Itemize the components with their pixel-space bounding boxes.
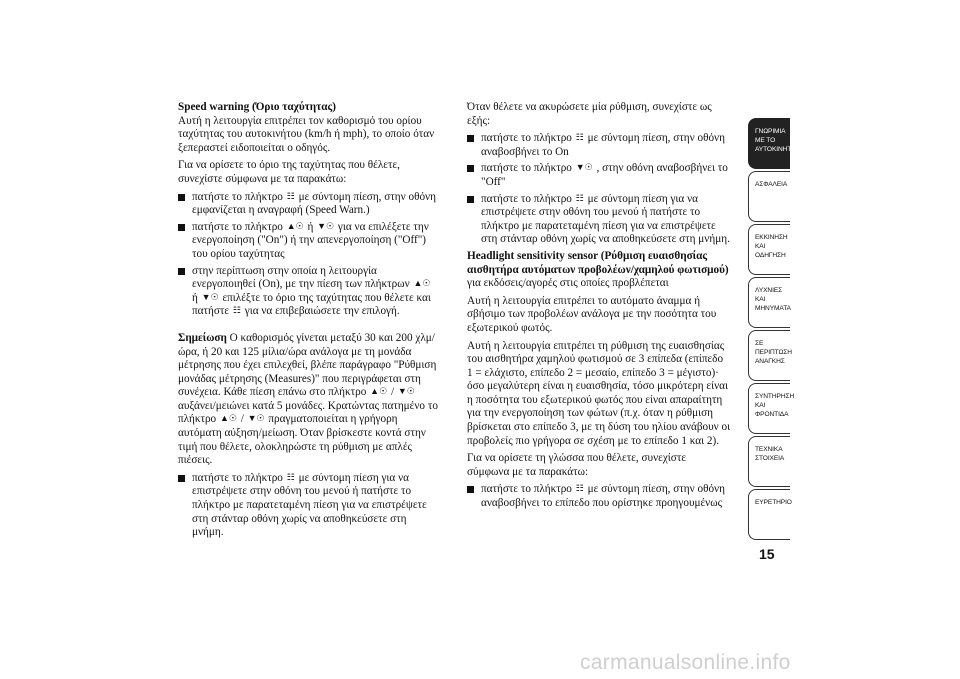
list-item: πατήστε το πλήκτρο ☷ με σύντομη πίεση, στην οθόνη αναβοσβήνει το On bbox=[467, 132, 731, 159]
tab-getting-to-know[interactable]: ΓΝΩΡΙΜΙΑ ΜΕ ΤΟ ΑΥΤΟΚΙΝΗΤΟ bbox=[748, 118, 790, 169]
bullet-square-icon bbox=[178, 268, 185, 275]
up-button-icon: ▲☉ bbox=[219, 413, 237, 424]
page-number: 15 bbox=[759, 546, 775, 562]
down-button-icon: ▼☉ bbox=[397, 386, 415, 397]
speed-warning-title: Speed warning (Όριο ταχύτητας) bbox=[178, 101, 336, 113]
list-item: στην περίπτωση στην οποία η λειτουργία ενεργοποιηθεί (On), με την πίεση των πλήκτρων ▲☉ ή ▼☉ επιλέξτε το όριο της ταχύτητας που θέλετε και πατήστε ☷ για να επιβεβαιώσετε την επιλογή. bbox=[178, 265, 440, 319]
down-button-icon: ▼☉ bbox=[575, 162, 593, 173]
down-button-icon: ▼☉ bbox=[247, 413, 265, 424]
headlight-sensor-heading: Headlight sensitivity sensor (Ρύθμιση ευαισθησίας αισθητήρα αυτόματων προβολέων/χαμηλού φωτισμού) για εκδόσεις/αγορές στις οποίες προβλέπεται bbox=[467, 249, 729, 290]
list-item: πατήστε το πλήκτρο ▲☉ ή ▼☉ για να επιλέξετε την ενεργοποίηση ("On") ή την απενεργοποίηση ("Off") του ορίου ταχύτητας bbox=[178, 221, 440, 262]
menu-button-icon: ☷ bbox=[232, 305, 241, 316]
tab-index[interactable]: ΕΥΡΕΤΗΡΙΟ bbox=[748, 489, 790, 540]
menu-button-icon: ☷ bbox=[286, 471, 295, 482]
down-button-icon: ▼☉ bbox=[201, 291, 219, 302]
down-button-icon: ▼☉ bbox=[317, 220, 335, 231]
tab-emergency[interactable]: ΣΕ ΠΕΡΙΠΤΩΣΗ ΑΝΑΓΚΗΣ bbox=[748, 330, 790, 381]
list-item: πατήστε το πλήκτρο ☷ με σύντομη πίεση, στην οθόνη εμφανίζεται η αναγραφή (Speed Warn.) bbox=[178, 191, 440, 218]
list-item: πατήστε το πλήκτρο ☷ με σύντομη πίεση, στην οθόνη αναβοσβήνει το επίπεδο που ορίστηκε προηγουμένως bbox=[467, 483, 731, 510]
menu-button-icon: ☷ bbox=[575, 132, 584, 143]
right-column bbox=[467, 101, 731, 514]
tab-maintenance[interactable]: ΣΥΝΤΗΡΗΣΗ ΚΑΙ ΦΡΟΝΤΙΔΑ bbox=[748, 383, 790, 434]
paragraph: Για να ορίσετε το όριο της ταχύτητας που θέλετε, συνεχίστε σύμφωνα με τα παρακάτω: bbox=[178, 159, 400, 185]
bullet-square-icon bbox=[467, 165, 474, 172]
menu-button-icon: ☷ bbox=[575, 483, 584, 494]
paragraph: Αυτή η λειτουργία επιτρέπει τη ρύθμιση της ευαισθησίας του αισθητήρα χαμηλού φωτισμού σε 3 επίπεδα (επίπεδο 1 = ελάχιστο, επίπεδο 2 = μεσαίο, επίπεδο 3 = μέγιστο)· όσο μεγαλύτερη είναι η ευαισθησία, τόσο μικρότερη είναι η ποσότητα του εξωτερικού φωτός που είναι απαραίτητη για την ενεργοποίηση των φώτων (π.χ. όταν η ρύθμιση βρίσκεται στο επίπεδο 3, με τη δύση του ηλίου ανάβουν οι προβολείς πιο γρήγορα σε σχέση με το επίπεδο 1 και 2). bbox=[467, 339, 731, 447]
menu-button-icon: ☷ bbox=[575, 192, 584, 203]
up-button-icon: ▲☉ bbox=[286, 220, 304, 231]
tab-technical-data[interactable]: ΤΕΧΝΙΚΑ ΣΤΟΙΧΕΙΑ bbox=[748, 436, 790, 487]
list-item: πατήστε το πλήκτρο ☷ με σύντομη πίεση για να επιστρέψετε στην οθόνη του μενού ή πατήστε το πλήκτρο με παρατεταμένη πίεση για να επιστρέψετε στη στάνταρ οθόνη χωρίς να αποθηκεύσετε στη μνήμη. bbox=[178, 472, 440, 540]
paragraph: Για να ορίσετε τη γλώσσα που θέλετε, συνεχίστε σύμφωνα με τα παρακάτω: bbox=[467, 452, 687, 478]
up-button-icon: ▲☉ bbox=[370, 386, 388, 397]
chapter-tabs bbox=[748, 118, 797, 542]
up-button-icon: ▲☉ bbox=[413, 278, 431, 289]
menu-button-icon: ☷ bbox=[286, 190, 295, 201]
list-item: πατήστε το πλήκτρο ▼☉ , στην οθόνη αναβοσβήνει το "Off" bbox=[467, 162, 731, 189]
tab-warning-lights[interactable]: ΛΥΧΝΙΕΣ ΚΑΙ ΜΗΝΥΜΑΤΑ bbox=[748, 277, 790, 328]
bullet-square-icon bbox=[467, 486, 474, 493]
tab-starting-driving[interactable]: ΕΚΚΙΝΗΣΗ ΚΑΙ ΟΔΗΓΗΣΗ bbox=[748, 224, 790, 275]
bullet-square-icon bbox=[178, 194, 185, 201]
note-label: Σημείωση bbox=[178, 331, 227, 344]
bullet-square-icon bbox=[467, 196, 474, 203]
left-column bbox=[178, 101, 440, 543]
watermark: carmanualsonline.info bbox=[580, 651, 791, 674]
paragraph: Αυτή η λειτουργία επιτρέπει το αυτόματο άναμμα ή σβήσιμο των προβολέων ανάλογα με την ποσότητα του εξωτερικού φωτός. bbox=[467, 294, 717, 334]
bullet-square-icon bbox=[178, 224, 185, 231]
note-paragraph: Σημείωση Ο καθορισμός γίνεται μεταξύ 30 και 200 χλμ/ώρα, ή 20 και 125 μίλια/ώρα ανάλογα με τη μονάδα μέτρησης που έχει επιλεχθεί, βλέπε παράγραφο "Ρύθμιση μονάδας μέτρησης (Measures)" που περιγράφεται στη συνέχεια. Κάθε πίεση επάνω στο πλήκτρο ▲☉ / ▼☉ αυξάνει/μειώνει κατά 5 μονάδες. Κρατώντας πατημένο το πλήκτρο ▲☉ / ▼☉ πραγματοποιείται η γρήγορη αυτόματη αύξηση/μείωση. Όταν βρίσκεστε κοντά στην τιμή που θέλετε, ολοκληρώστε τη ρύθμιση με απλές πιέσεις. bbox=[178, 331, 438, 467]
bullet-square-icon bbox=[467, 135, 474, 142]
tab-safety[interactable]: ΑΣΦΑΛΕΙΑ bbox=[748, 171, 790, 222]
paragraph: Αυτή η λειτουργία επιτρέπει τον καθορισμό του ορίου ταχύτητας του αυτοκινήτου (km/h ή mph), το οποίο όταν ξεπεραστεί ειδοποιείται ο οδηγός. bbox=[178, 114, 435, 154]
bullet-square-icon bbox=[178, 475, 185, 482]
list-item: πατήστε το πλήκτρο ☷ με σύντομη πίεση για να επιστρέψετε στην οθόνη του μενού ή πατήστε το πλήκτρο με παρατεταμένη πίεση για να επιστρέψετε στη στάνταρ οθόνη χωρίς να αποθηκεύσετε στη μνήμη. bbox=[467, 193, 731, 247]
headlight-sensor-title: Headlight sensitivity sensor (Ρύθμιση ευαισθησίας αισθητήρα αυτόματων προβολέων/χαμηλού φωτισμού) bbox=[467, 249, 729, 276]
paragraph: Όταν θέλετε να ακυρώσετε μία ρύθμιση, συνεχίστε ως εξής: bbox=[467, 101, 712, 127]
